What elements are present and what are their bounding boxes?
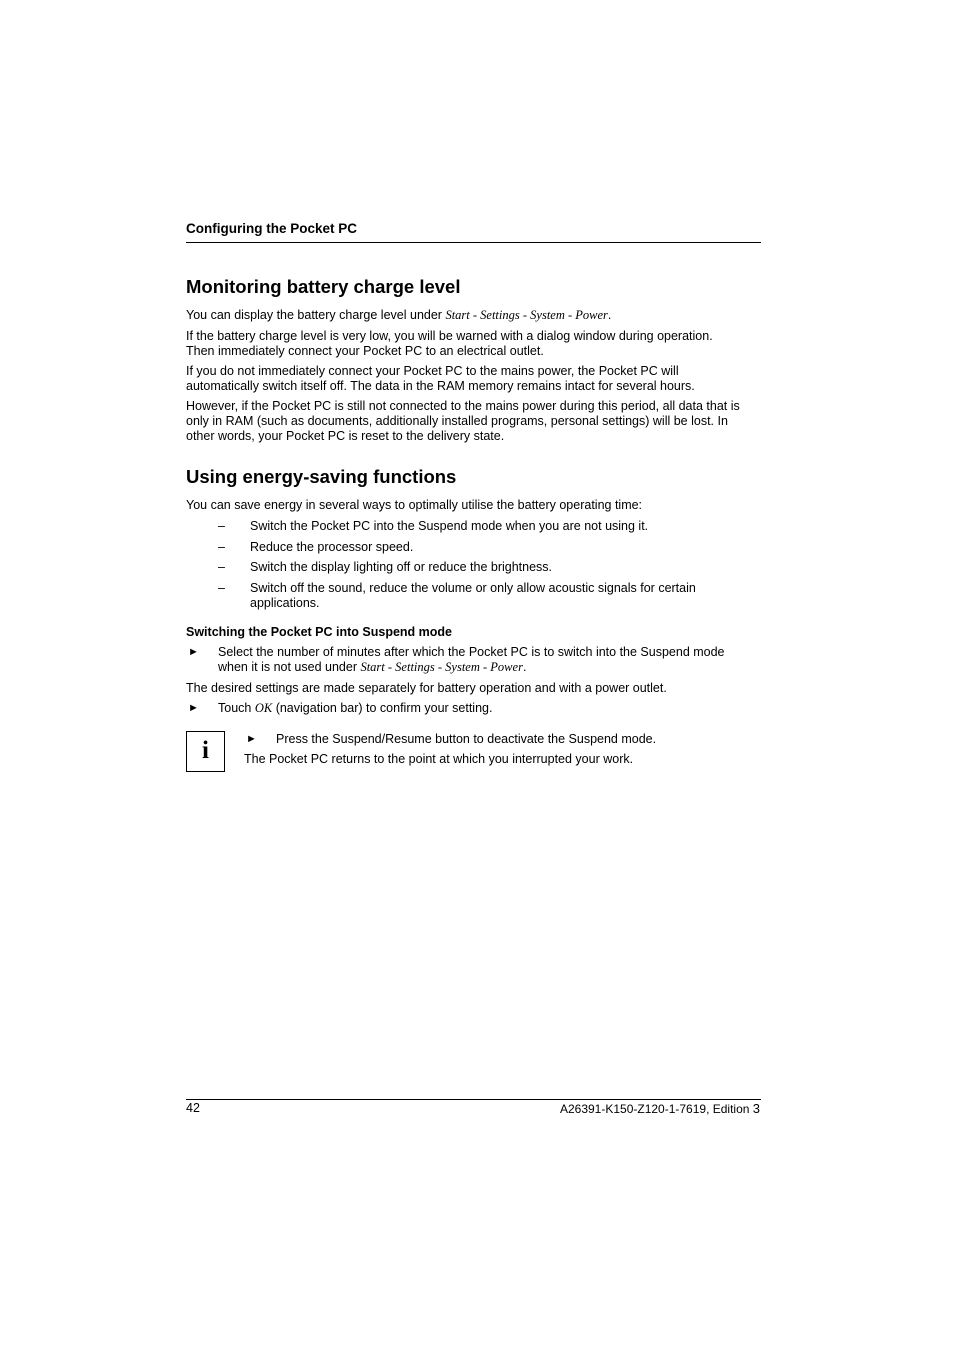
list-dash: – [218, 519, 225, 533]
step-touch-ok [218, 701, 758, 716]
footer-rule [186, 1099, 761, 1100]
heading-suspend-mode: Switching the Pocket PC into Suspend mode [186, 625, 452, 639]
paragraph-low-charge-warning [186, 329, 766, 359]
line: applications. [250, 596, 320, 610]
ok-label: OK [254, 701, 273, 715]
step-select-minutes [218, 645, 758, 675]
document-id [560, 1101, 760, 1116]
info-letter: i [202, 737, 209, 764]
text: You can display the battery charge level under [186, 308, 446, 322]
paragraph-energy-intro: You can save energy in several ways to optimally utilise the battery operating time: [186, 498, 643, 512]
text: Touch [218, 701, 255, 715]
line: Switch off the sound, reduce the volume or only allow acoustic signals for certain [250, 581, 696, 595]
line: Select the number of minutes after which the Pocket PC is to switch into the Suspend mode [218, 645, 725, 659]
text: (navigation bar) to confirm your setting. [272, 701, 493, 715]
info-step: Press the Suspend/Resume button to deactivate the Suspend mode. [276, 732, 657, 746]
paragraph-data-loss [186, 399, 766, 444]
line [218, 660, 758, 675]
text: . [522, 660, 527, 674]
info-note: The Pocket PC returns to the point at which you interrupted your work. [244, 752, 634, 766]
arrow-bullet-icon: ► [188, 702, 199, 714]
paragraph-settings-separate: The desired settings are made separately for battery operation and with a power outlet. [186, 681, 667, 695]
doc-id: A26391-K150-Z120-1-7619, Edition [559, 1102, 753, 1116]
list-dash: – [218, 581, 225, 595]
info-icon [186, 731, 225, 772]
edition-number: 3 [752, 1101, 760, 1116]
menu-path: Start - Settings - System - Power [445, 308, 608, 322]
list-item: Switch the display lighting off or reduce the brightness. [250, 560, 553, 574]
line: If the battery charge level is very low, you will be warned with a dialog window during operation. [186, 329, 713, 343]
line: automatically switch itself off. The data in the RAM memory remains intact for several hours. [186, 379, 695, 393]
arrow-bullet-icon: ► [188, 646, 199, 658]
line: only in RAM (such as documents, additionally installed programs, personal settings) will be lost. In [186, 414, 728, 428]
list-item: Switch the Pocket PC into the Suspend mode when you are not using it. [250, 519, 649, 533]
line: other words, your Pocket PC is reset to the delivery state. [186, 429, 505, 443]
text: when it is not used under [218, 660, 361, 674]
paragraph-display-charge [186, 308, 766, 323]
list-dash: – [218, 560, 225, 574]
paragraph-auto-switch-off [186, 364, 766, 394]
arrow-bullet-icon: ► [246, 733, 257, 745]
list-dash: – [218, 540, 225, 554]
menu-path: Start - Settings - System - Power [360, 660, 523, 674]
line: If you do not immediately connect your Pocket PC to the mains power, the Pocket PC will [186, 364, 679, 378]
running-header: Configuring the Pocket PC [186, 221, 358, 236]
heading-monitoring-battery: Monitoring battery charge level [186, 276, 461, 297]
line: Then immediately connect your Pocket PC to an electrical outlet. [186, 344, 544, 358]
list-item [250, 581, 750, 611]
page-number: 42 [186, 1101, 200, 1115]
line: However, if the Pocket PC is still not connected to the mains power during this period, all data that is [186, 399, 740, 413]
text: . [607, 308, 612, 322]
list-item: Reduce the processor speed. [250, 540, 414, 554]
heading-energy-saving: Using energy-saving functions [186, 466, 457, 487]
header-rule [186, 242, 761, 243]
